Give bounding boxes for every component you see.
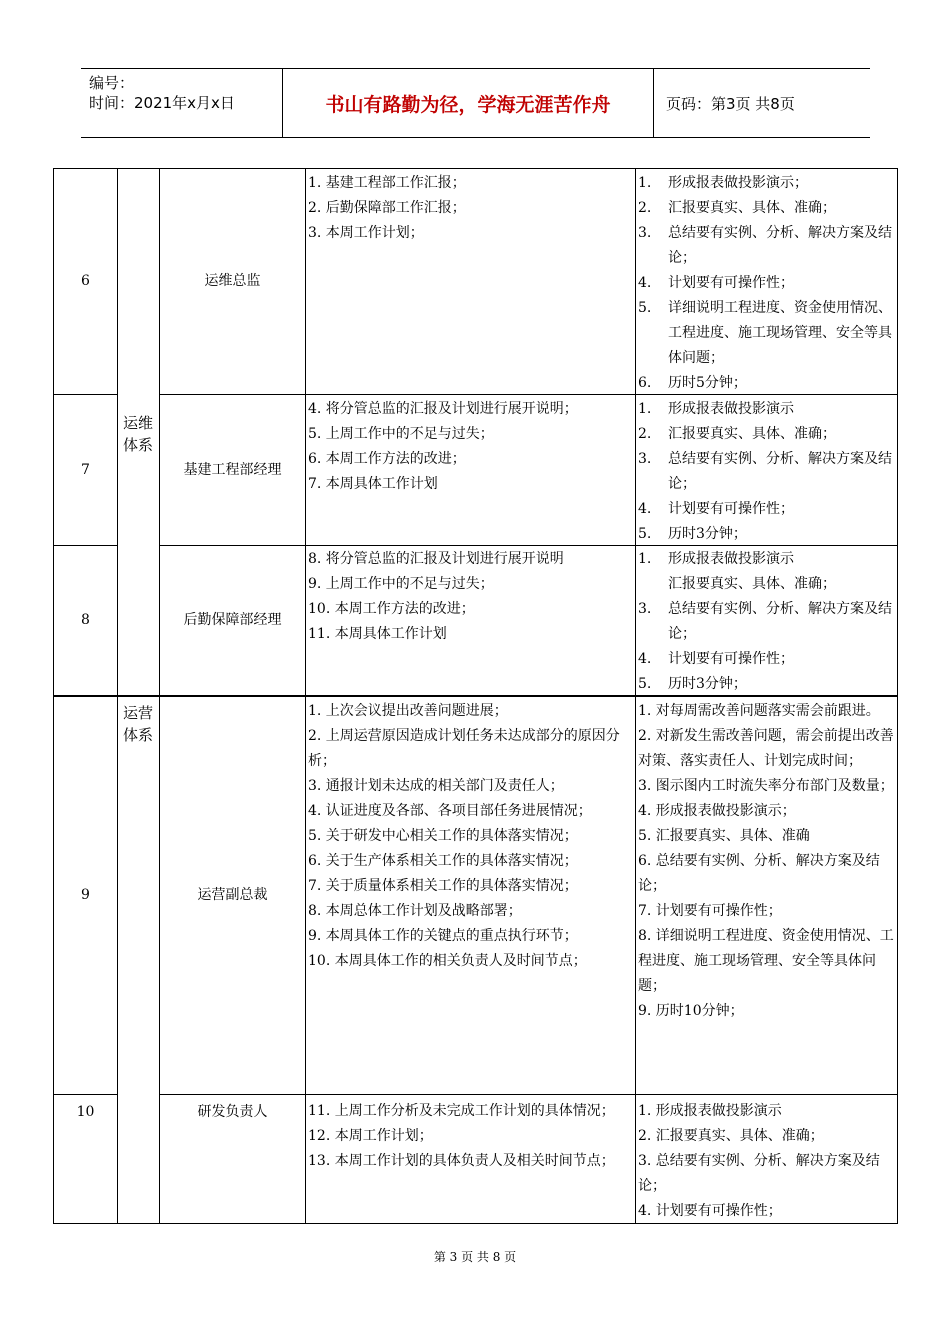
content-item: 5. 上周工作中的不足与过失； <box>308 426 494 442</box>
row-role: 运维总监 <box>204 273 261 289</box>
content-item: 6. 本周工作方法的改进； <box>308 451 466 467</box>
row-requirements-list <box>638 397 896 547</box>
system-label-ops-maint: 运维体系 <box>122 414 153 454</box>
requirement-item: 2. 汇报要真实、具体、准确； <box>638 1128 824 1144</box>
content-item: 11. 本周具体工作计划 <box>308 626 447 642</box>
requirement-item: 1. 形成报表做投影演示 <box>638 551 794 567</box>
requirement-item: 2. 汇报要真实、具体、准确； <box>638 200 836 216</box>
requirement-item: 3. 总结要有实例、分析、解决方案及结论； <box>638 451 892 492</box>
row-content-list <box>308 699 634 974</box>
row-requirements-list <box>638 547 896 697</box>
row-number: 7 <box>81 461 90 478</box>
row-requirements-list <box>638 171 896 396</box>
row-requirements-list <box>638 699 896 1024</box>
requirement-item: 9. 历时10分钟； <box>638 1003 744 1019</box>
row-content-list <box>308 547 634 647</box>
requirement-item: 5. 详细说明工程进度、资金使用情况、工程进度、施工现场管理、安全等具体问题； <box>638 300 892 366</box>
page-header <box>81 68 870 138</box>
requirement-item: 1. 形成报表做投影演示； <box>638 175 808 191</box>
content-item: 6. 关于生产体系相关工作的具体落实情况； <box>308 853 578 869</box>
requirement-item: 1. 形成报表做投影演示 <box>638 1103 782 1119</box>
content-item: 7. 本周具体工作计划 <box>308 476 438 492</box>
content-item: 10. 本周工作方法的改进； <box>308 601 475 617</box>
requirement-item: 2. 汇报要真实、具体、准确； <box>638 426 836 442</box>
content-item: 2. 上周运营原因造成计划任务未达成部分的原因分析； <box>308 728 620 769</box>
content-item: 7. 关于质量体系相关工作的具体落实情况； <box>308 878 578 894</box>
requirement-item: 7. 计划要有可操作性； <box>638 903 782 919</box>
requirement-item: 2. 对新发生需改善问题，需会前提出改善对策、落实责任人、计划完成时间； <box>638 728 894 769</box>
content-item: 9. 本周具体工作的关键点的重点执行环节； <box>308 928 578 944</box>
content-item: 12. 本周工作计划； <box>308 1128 433 1144</box>
content-item: 5. 关于研发中心相关工作的具体落实情况； <box>308 828 578 844</box>
requirement-item: 4. 形成报表做投影演示； <box>638 803 796 819</box>
content-item: 9. 上周工作中的不足与过失； <box>308 576 494 592</box>
row-number: 10 <box>76 1104 95 1120</box>
doc-number-label: 编号： <box>89 74 135 92</box>
requirement-item: 4. 计划要有可操作性； <box>638 275 794 291</box>
content-item: 8. 将分管总监的汇报及计划进行展开说明 <box>308 551 564 567</box>
header-page-info: 页码：第3页 共8页 <box>666 94 795 113</box>
requirement-item: 3. 总结要有实例、分析、解决方案及结论； <box>638 1153 880 1194</box>
content-item: 2. 后勤保障部工作汇报； <box>308 200 466 216</box>
content-item: 3. 本周工作计划； <box>308 225 424 241</box>
row-number: 9 <box>81 887 90 903</box>
time-label: 时间：2021年x月x日 <box>89 94 235 112</box>
content-item: 4. 认证进度及各部、各项目部任务进展情况； <box>308 803 592 819</box>
header-motto: 书山有路勤为径，学海无涯苦作舟 <box>283 69 654 137</box>
requirement-item: 5. 汇报要真实、具体、准确 <box>638 828 810 844</box>
requirement-item: 5. 历时3分钟； <box>638 526 747 542</box>
page-footer: 第 3 页 共 8 页 <box>433 1250 517 1264</box>
requirement-item: 汇报要真实、具体、准确； <box>668 576 836 592</box>
requirement-item: 6. 历时5分钟； <box>638 375 747 391</box>
content-item: 10. 本周具体工作的相关负责人及时间节点； <box>308 953 587 969</box>
row-number: 6 <box>81 273 90 289</box>
row-content-list <box>308 397 634 497</box>
row-requirements-list <box>638 1099 896 1224</box>
content-item: 1. 上次会议提出改善问题进展； <box>308 703 508 719</box>
requirement-item: 5. 历时3分钟； <box>638 676 747 692</box>
requirement-item: 3. 图示图内工时流失率分布部门及数量； <box>638 778 894 794</box>
requirement-item: 1. 形成报表做投影演示 <box>638 401 794 417</box>
row-role: 研发负责人 <box>197 1104 268 1120</box>
content-item: 1. 基建工程部工作汇报； <box>308 175 466 191</box>
system-label-operations: 运营体系 <box>122 704 153 744</box>
requirement-item: 4. 计划要有可操作性； <box>638 501 794 517</box>
requirement-item: 1. 对每周需改善问题落实需会前跟进。 <box>638 703 880 719</box>
content-item: 3. 通报计划未达成的相关部门及责任人； <box>308 778 564 794</box>
content-item: 8. 本周总体工作计划及战略部署； <box>308 903 522 919</box>
content-item: 4. 将分管总监的汇报及计划进行展开说明； <box>308 401 578 417</box>
header-meta-cell <box>81 69 283 137</box>
requirement-item: 6. 总结要有实例、分析、解决方案及结论； <box>638 853 880 894</box>
row-number: 8 <box>81 612 90 628</box>
row-role: 运营副总裁 <box>197 887 268 903</box>
requirement-item: 4. 计划要有可操作性； <box>638 651 794 667</box>
content-item: 11. 上周工作分析及未完成工作计划的具体情况； <box>308 1103 615 1119</box>
requirement-item: 8. 详细说明工程进度、资金使用情况、工程进度、施工现场管理、安全等具体问题； <box>638 928 894 994</box>
row-content-list <box>308 171 634 246</box>
row-role: 后勤保障部经理 <box>183 612 282 628</box>
row-content-list <box>308 1099 634 1174</box>
content-item: 13. 本周工作计划的具体负责人及相关时间节点； <box>308 1153 615 1169</box>
row-role: 基建工程部经理 <box>183 461 282 478</box>
requirement-item: 4. 计划要有可操作性； <box>638 1203 782 1219</box>
requirement-item: 3. 总结要有实例、分析、解决方案及结论； <box>638 601 892 642</box>
requirement-item: 3. 总结要有实例、分析、解决方案及结论； <box>638 225 892 266</box>
meeting-agenda-table <box>53 168 898 1224</box>
